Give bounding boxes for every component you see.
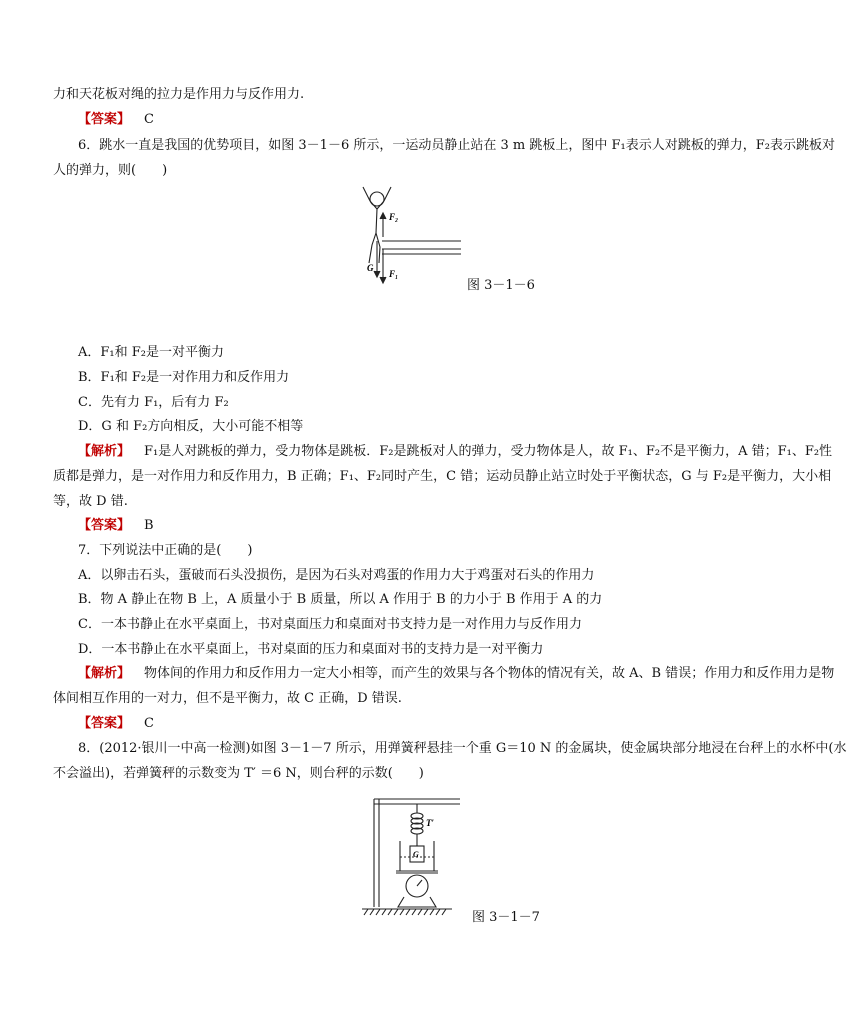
answer-line <box>78 111 154 129</box>
answer-line <box>78 517 154 535</box>
analysis-7-line-2: 体间相互作用的一对力，但不是平衡力，故 C 正确，D 错误. <box>53 691 402 706</box>
question-8-line-1: 8．(2012·银川一中高一检测)如图 3－1－7 所示，用弹簧秤悬挂一个重 G＝10 N 的金属块，使金属块部分地浸在台秤上的水杯中(水 <box>78 741 847 756</box>
option-6d: D．G 和 F₂方向相反，大小可能不相等 <box>78 419 304 434</box>
option-6b: B．F₁和 F₂是一对作用力和反作用力 <box>78 370 290 385</box>
answer-label: 【答案】 <box>78 716 131 731</box>
label-f2: F₂ <box>389 212 399 222</box>
text-line: 力和天花板对绳的拉力是作用力与反作用力. <box>53 87 305 102</box>
answer-value: B <box>144 518 154 533</box>
option-7d: D．一本书静止在水平桌面上，书对桌面的压力和桌面对书的支持力是一对平衡力 <box>78 642 544 657</box>
analysis-6-line-3: 等，故 D 错. <box>53 494 128 509</box>
label-t-prime: T′ <box>426 818 435 828</box>
option-7a: A．以卵击石头，蛋破而石头没损伤，是因为石头对鸡蛋的作用力大于鸡蛋对石头的作用力 <box>78 568 595 583</box>
analysis-text: F₁是人对跳板的弹力，受力物体是跳板．F₂是跳板对人的弹力，受力物体是人，故 F₁、F₂不是平衡力，A 错；F₁、F₂性 <box>144 444 833 459</box>
answer-value: C <box>144 716 154 731</box>
analysis-6-line-1 <box>78 443 832 461</box>
answer-label: 【答案】 <box>78 112 131 127</box>
answer-value: C <box>144 112 154 127</box>
question-8-line-2: 不会溢出)，若弹簧秤的示数变为 T′ ＝6 N，则台秤的示数( ) <box>53 766 424 781</box>
figure-6-caption: 图 3－1－6 <box>467 278 535 293</box>
question-7: 7．下列说法中正确的是( ) <box>78 543 253 558</box>
figure-3-1-6-diagram <box>355 185 465 290</box>
answer-label: 【答案】 <box>78 518 131 533</box>
analysis-7-line-1 <box>78 665 834 683</box>
figure-3-1-7-diagram <box>360 793 470 918</box>
question-6-line-2: 人的弹力，则( ) <box>53 163 168 178</box>
analysis-6-line-2: 质都是弹力，是一对作用力和反作用力，B 正确；F₁、F₂同时产生，C 错；运动员静止站立时处于平衡状态，G 与 F₂是平衡力，大小相 <box>53 469 832 484</box>
label-g: G <box>367 263 374 273</box>
analysis-label: 【解析】 <box>78 666 131 681</box>
analysis-label: 【解析】 <box>78 444 131 459</box>
option-7b: B．物 A 静止在物 B 上，A 质量小于 B 质量，所以 A 作用于 B 的力小于 B 作用于 A 的力 <box>78 592 603 607</box>
figure-7-caption: 图 3－1－7 <box>472 910 540 925</box>
option-6c: C．先有力 F₁，后有力 F₂ <box>78 395 229 410</box>
label-f1: F₁ <box>389 269 399 279</box>
analysis-text: 物体间的作用力和反作用力一定大小相等，而产生的效果与各个物体的情况有关，故 A、B 错误；作用力和反作用力是物 <box>144 666 835 681</box>
question-6-line-1: 6．跳水一直是我国的优势项目，如图 3－1－6 所示，一运动员静止站在 3 m 跳板上，图中 F₁表示人对跳板的弹力，F₂表示跳板对 <box>78 138 835 153</box>
option-7c: C．一本书静止在水平桌面上，书对桌面压力和桌面对书支持力是一对作用力与反作用力 <box>78 617 582 632</box>
answer-line <box>78 715 154 733</box>
option-6a: A．F₁和 F₂是一对平衡力 <box>78 345 224 360</box>
label-g: G <box>413 850 419 859</box>
